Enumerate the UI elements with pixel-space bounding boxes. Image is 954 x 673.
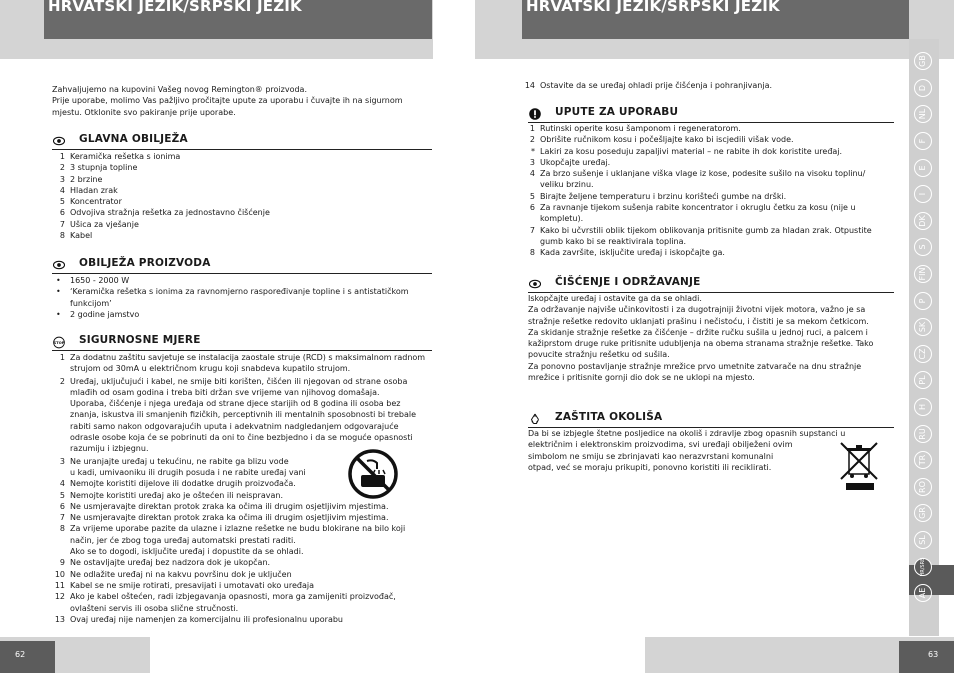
list-item: 13 Ovaj uređaj nije namenjen za komercijalnu ili profesionalnu uporabu [54, 614, 343, 624]
environment-title: ZAŠTITA OKOLIŠA [555, 411, 663, 423]
list-item: 8 Za vrijeme uporabe pazite da ulazne i izlazne rešetke ne budu blokirane na bilo koji [59, 524, 406, 534]
features-list [52, 151, 432, 241]
language-tab[interactable]: H [914, 398, 932, 416]
list-item: kompletu). [540, 214, 584, 224]
environment-line: električnim i elektronskim proizvodima, svi uređaji obilježeni ovim [528, 440, 793, 450]
cleaning-line: mrežice i pritisnite gornji dio dok se ne uklopi na mjesto. [528, 373, 755, 383]
instructions-title: UPUTE ZA UPORABU [555, 106, 679, 118]
list-item: 3 Ne uranjajte uređaj u tekućinu, ne rabite ga blizu vode [59, 456, 289, 466]
list-item: * Lakiri za kosu poseduju zapaljivi material – ne rabite ih dok koristite uređaj. [531, 146, 843, 156]
language-tab[interactable]: NL [914, 105, 932, 123]
list-item: 1 Za dodatnu zaštitu savjetuje se instalacija zaostale struje (RCD) s maksimalnom radnom [59, 353, 426, 362]
environment-text [528, 428, 858, 473]
list-item: 1 Rutinski operite kosu šamponom i regeneratorom. [529, 124, 741, 133]
list-item: 6 Za ravnanje tijekom sušenja rabite koncentrator i okruglu četku za kosu (nije u [529, 203, 856, 213]
list-item: 11 Kabel se ne smije rotirati, presavijati i umotavati oko uređaja [54, 580, 314, 590]
list-item: 7 Ušica za vješanje [59, 219, 139, 229]
stop-icon [53, 336, 65, 348]
list-item: rabiti samo nakon odgovarajućih uputa i adekvatnim nadgledanjem odgovarajuće [70, 421, 399, 431]
cleaning-title: ČIŠĆENJE I ODRŽAVANJE [555, 276, 701, 288]
left-intro [52, 84, 403, 118]
list-item: 3 Ukopčajte uređaj. [529, 157, 611, 167]
language-tabs [911, 48, 938, 606]
list-item: funkcijom’ [70, 298, 112, 308]
no-bath-water-icon [348, 449, 398, 499]
language-tab[interactable]: CZ [914, 345, 932, 363]
list-item: strujom od 30mA u električnom krugu koji snabdeva kupatilo strujom. [70, 364, 351, 374]
cleaning-text [528, 293, 898, 383]
environment-heading [528, 411, 894, 428]
intro-line: Zahvaljujemo na kupovini Vašeg novog Remington® proizvoda. [52, 85, 307, 94]
language-tab[interactable]: RO [914, 478, 932, 496]
cleaning-line: povucite stražnju rešetku od sušila. [528, 350, 670, 360]
list-item: gumb kako bi se reaktivirala toplina. [540, 236, 687, 246]
list-item: • 2 godine jamstvo [56, 309, 140, 319]
crossed-bin-icon [838, 440, 880, 492]
eye-icon [53, 259, 65, 271]
language-tab[interactable]: RU [914, 425, 932, 443]
safety-heading [52, 334, 432, 351]
cleaning-line: Za skidanje stražnje rešetke za čišćenje – držite ručku sušila u jednoj ruci, a palcem i [528, 327, 868, 337]
environment-line: otpad, već se moraju prikupiti, ponovno koristiti ili reciklirati. [528, 462, 772, 472]
environment-line: Da bi se izbjegle štetne posljedice na okoliš i zdravlje zbog opasnih supstanci u [528, 429, 846, 438]
product-features-title: OBILJEŽA PROIZVODA [79, 257, 211, 269]
language-tab-active[interactable]: HR/SRB [914, 558, 932, 576]
language-tab[interactable]: TR [914, 451, 932, 469]
right-header [522, 0, 909, 39]
right-page-number: 63 [928, 650, 939, 659]
list-item: 2 Uređaj, uključujući i kabel, ne smije biti korišten, čišćen ili njegovan od strane osoba [59, 376, 408, 386]
svg-text:STOP: STOP [53, 340, 65, 345]
list-item: • 1650 - 2000 W [56, 276, 130, 285]
product-features-heading [52, 257, 432, 274]
eye-icon [529, 278, 541, 290]
list-item: Uporaba, čišćenje i njega uređaja od strane djece starijih od 8 godina ili osoba bez [70, 399, 401, 409]
features-heading [52, 133, 432, 150]
intro-line: Prije uporabe, molimo Vas pažljivo pročitajte upute za uporabu i čuvajte ih na sigurnom [52, 96, 403, 106]
language-tab[interactable]: PL [914, 371, 932, 389]
right-header-title: HRVATSKI JEZIK/SRPSKI JEZIK [526, 0, 780, 15]
list-item: Ako se to dogodi, isključite uređaj i dopustite da se ohladi. [70, 547, 304, 557]
list-item: 5 Nemojte koristiti uređaj ako je oštećen ili neispravan. [59, 490, 283, 500]
list-item: • ‘Keramička rešetka s ionima za ravnomjerno raspoređivanje topline i s antistatičkom [56, 287, 409, 297]
language-tab[interactable]: E [914, 159, 932, 177]
list-item: 2 Obrišite ručnikom kosu i počešljajte kako bi iscjedili višak vode. [529, 135, 794, 145]
features-title: GLAVNA OBILJEŽA [79, 133, 188, 145]
instructions-heading [528, 106, 894, 123]
list-item: 4 Hladan zrak [59, 185, 118, 195]
right-page-number-box [899, 641, 954, 673]
product-features-list [52, 275, 432, 320]
cleaning-line: Za održavanje najviše učinkovitosti i za dugotrajniji životni vijek motora, važno je sa [528, 305, 866, 315]
cleaning-line: kažiprstom druge ruke pritisnite udubljenja na obema stranama stražnje rešetke. Tako [528, 339, 874, 349]
cleaning-line: Za ponovno postavljanje stražnje mrežice prvo umetnite zatvarače na dnu stražnje [528, 361, 862, 371]
language-tab[interactable]: GB [914, 52, 932, 70]
list-item: 14 Ostavite da se uređaj ohladi prije čišćenja i pohranjivanja. [524, 81, 773, 90]
list-item: 10 Ne odlažite uređaj ni na kakvu površinu dok je uključen [54, 569, 292, 579]
list-item: 8 Kabel [59, 231, 93, 241]
list-item: mlađih od osam godina i treba biti držan sve vrijeme van njihovog domašaja. [70, 387, 380, 397]
list-item: 2 3 stupnja topline [59, 163, 138, 173]
list-item: 9 Ne ostavljajte uređaj bez nadzora dok je ukopčan. [59, 558, 271, 568]
list-item: 4 Nemojte koristiti dijelove ili dodatke drugih proizvođača. [59, 479, 296, 489]
cleaning-heading [528, 276, 894, 293]
list-item: ovlašteni servis ili osoba slične stručnosti. [70, 603, 239, 613]
list-item: 7 Kako bi učvrstili oblik tijekom oblikovanja pritisnite gumb za hladan zrak. Otpustite [529, 225, 872, 235]
list-item: 3 2 brzine [59, 174, 103, 184]
list-item: 4 Za brzo sušenje i uklanjane viška vlage iz kose, podesite sušilo na visoku toplinu/ [529, 169, 866, 179]
language-tab[interactable]: FIN [914, 265, 932, 283]
list-item: veliku brzinu. [540, 180, 594, 190]
language-tab[interactable]: S [914, 238, 932, 256]
left-page-number-box [0, 641, 55, 673]
list-item: razumiju i izbjegnu. [70, 444, 149, 454]
language-tab[interactable]: AE [914, 584, 932, 602]
list-item: 5 Birajte željene temperaturu i brzinu korišteći gumbe na drški. [529, 191, 787, 201]
safety-continued-list [522, 80, 902, 91]
list-item: znanja, iskustva ili smanjenih fizičkih, perceptivnih ili mentalnih sposobnosti bi trebale [70, 410, 416, 420]
language-tab[interactable]: GR [914, 504, 932, 522]
list-item: način, jer će zbog toga uređaj automatski prestati raditi. [70, 535, 296, 545]
cleaning-line: stražnje rešetke redovito uklanjati prašinu i nečistoću, i čistiti je sa mekom četkicom. [528, 316, 869, 326]
language-tab[interactable]: DK [914, 212, 932, 230]
list-item: u kadi, umivaoniku ili drugih posuda i ne rabite uređaj vani [70, 467, 306, 477]
list-item: 7 Ne usmjeravajte direktan protok zraka ka očima ili drugim osjetljivim mjestima. [59, 513, 389, 523]
language-tab[interactable]: I [914, 185, 932, 203]
cleaning-line: Iskopčajte uređaj i ostavite ga da se ohladi. [528, 294, 702, 303]
left-header [44, 0, 432, 39]
intro-line: mjestu. Otklonite svo pakiranje prije uporabe. [52, 107, 236, 117]
list-item: 8 Kada završite, isključite uređaj i iskopčajte ga. [529, 248, 725, 258]
left-page-number: 62 [15, 650, 26, 659]
eye-icon [53, 135, 65, 147]
instructions-list [522, 123, 902, 259]
recycle-icon [529, 413, 541, 425]
language-tab[interactable]: P [914, 292, 932, 310]
list-item: 5 Koncentrator [59, 197, 122, 207]
list-item: 1 Keramička rešetka s ionima [59, 152, 181, 161]
list-item: 12 Ako je kabel oštećen, radi izbjegavanja opasnosti, mora ga zamijeniti proizvođač, [54, 592, 396, 602]
language-tab[interactable]: SK [914, 318, 932, 336]
list-item: 6 Odvojiva stražnja rešetka za jednostavno čišćenje [59, 208, 270, 218]
warning-icon [529, 108, 541, 120]
environment-line: simbolom ne smiju se zbrinjavati kao nerazvrstani komunalni [528, 451, 774, 461]
safety-title: SIGURNOSNE MJERE [79, 334, 201, 346]
list-item: odrasle osobe koja će se pobrinuti da oni to čine bezbjedno i da se moguće opasnosti [70, 433, 413, 443]
language-tab[interactable]: SL [914, 531, 932, 549]
list-item: 6 Ne usmjeravajte direktan protok zraka ka očima ili drugim osjetljivim mjestima. [59, 501, 389, 511]
language-tab[interactable]: F [914, 132, 932, 150]
language-tab[interactable]: D [914, 79, 932, 97]
left-header-title: HRVATSKI JEZIK/SRPSKI JEZIK [48, 0, 302, 15]
